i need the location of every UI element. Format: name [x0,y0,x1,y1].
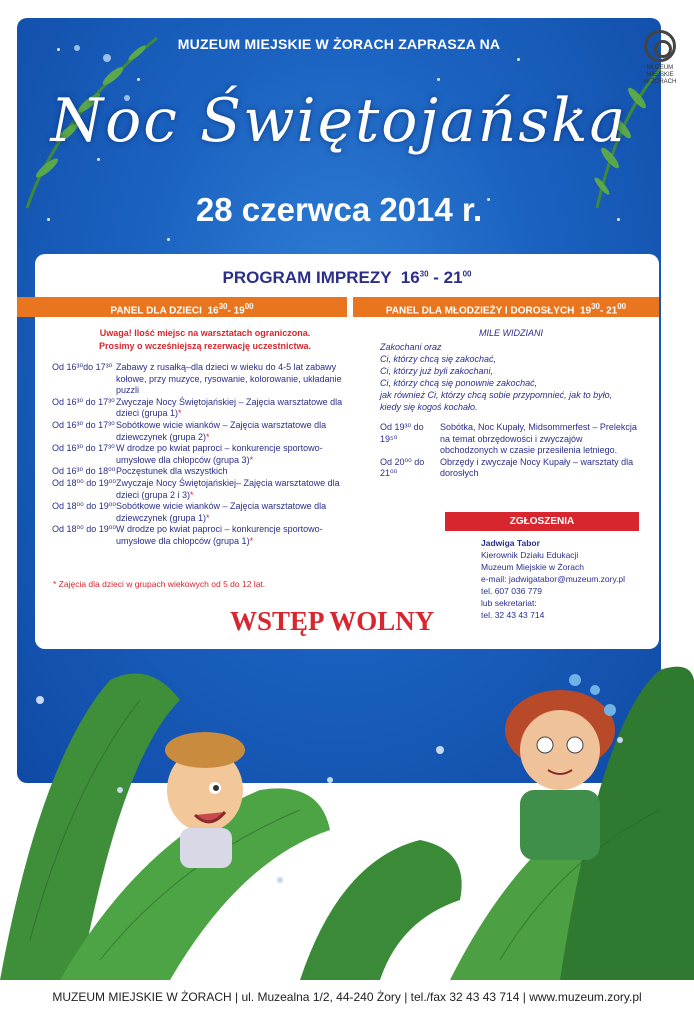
asterisk-mark: * [206,512,210,523]
museum-logo-icon [644,30,676,62]
schedule-row [52,478,357,501]
schedule-row [52,420,357,443]
adult-panel-bar [353,297,659,317]
contact-phone: tel. 607 036 779 [481,586,542,596]
contact-org: Muzeum Miejskie w Żorach [481,562,584,572]
adult-panel-label: PANEL DLA MŁODZIEŻY I DOROSŁYCH [385,305,575,317]
program-end-sup: 00 [462,269,472,279]
program-sep: - [428,268,444,287]
contact-alt: lub sekretariat: [481,598,537,608]
invite-line: MUZEUM MIEJSKIE W ŻORACH ZAPRASZA NA [177,36,501,52]
schedule-desc: Sobótka, Noc Kupały, Midsommerfest – Prelekcja na temat obrzędowości i zwyczajów obchodzonych w czasie przesilenia letniego. [440,422,637,456]
program-end: 21 [443,268,463,287]
schedule-time: Od 20⁰⁰ do 21⁰⁰ [380,456,425,479]
admission-free: WSTĘP WOLNY [230,606,435,636]
contact-name: Jadwiga Tabor [481,538,540,548]
schedule-time: Od 18⁰⁰ do 19⁰⁰ [52,524,116,535]
schedule-row [380,457,642,480]
schedule-desc: Zwyczaje Nocy Świętojańskiej – Zajęcia warsztatowe dla dzieci (grupa 1) [116,396,343,419]
schedule-time: Od 16³⁰ do 17³⁰ [52,419,115,430]
poem-line: jak również Ci, którzy chcą sobie przypomnieć, jak to było, [380,390,613,400]
event-title: Noc Świętojańska [50,86,628,156]
event-date: 28 czerwca 2014 r. [195,191,483,228]
schedule-row [52,397,357,420]
contact-info [481,537,625,621]
program-label: PROGRAM IMPREZY [222,268,392,287]
schedule-time: Od 19³⁰ do 19⁵⁰ [380,422,424,444]
adult-schedule [380,422,642,480]
adult-panel-time-end-sup: 00 [617,302,627,311]
schedule-time: Od 18⁰⁰ do 19⁰⁰ [52,477,116,488]
schedule-row [52,443,357,466]
schedule-desc: Sobótkowe wicie wianków – Zajęcia warsztatowe dla dziewczynek (grupa 1) [116,501,327,523]
kids-panel-time-end-sup: 00 [244,302,254,311]
asterisk-mark: * [178,408,182,419]
contact-alt-phone: tel. 32 43 43 714 [481,610,545,620]
schedule-time: Od 16³⁰ do 17³⁰ [52,443,115,454]
kids-panel-bar [17,297,347,317]
adult-column [380,327,642,480]
contact-email[interactable]: e-mail: jadwigatabor@muzeum.zory.pl [481,574,626,584]
program-heading [35,268,659,288]
schedule-row [52,466,357,478]
poem-line: Ci, którzy chcą się zakochać, [380,354,497,364]
kids-panel-label: PANEL DLA DZIECI [110,305,202,317]
logo-line-3: W ŻORACH [643,79,677,85]
footer-address: MUZEUM MIEJSKIE W ŻORACH | ul. Muzealna 1/2, 44-240 Żory | tel./fax 32 43 43 714 | www.muzeum.zory.pl [52,990,642,1004]
museum-logo [641,30,679,86]
schedule-row [52,501,357,524]
schedule-desc: Obrzędy i zwyczaje Nocy Kupały – warsztaty dla dorosłych [440,456,634,479]
logo-line-2: MIEJSKIE [646,72,674,78]
schedule-time: Od 16³⁰ do 18⁰⁰ [52,466,116,477]
program-panel [35,254,659,649]
schedule-time: Od 16³⁰do 17³⁰ [52,362,113,372]
adult-panel-time-sup: 30 [591,302,600,311]
poem [380,341,642,413]
poem-line: Zakochani oraz [380,342,442,352]
schedule-row [52,362,357,397]
age-note: * Zajęcia dla dzieci w grupach wiekowych od 5 do 12 lat. [53,579,266,589]
program-start: 16 [400,268,420,287]
poem-line: Ci, którzy chcą się ponownie zakochać, [380,378,538,388]
asterisk-mark: * [190,489,194,500]
kids-panel-time-sup: 30 [218,302,228,311]
schedule-row [52,524,357,547]
schedule-time: Od 16³⁰ do 17³⁰ [52,396,115,407]
schedule-desc: W drodze po kwiat paproci – konkurencje sportowo-umysłowe dla chłopców (grupa 3) [116,443,323,465]
asterisk-mark: * [206,431,210,442]
adult-panel-time: 19 [579,305,592,317]
schedule-desc: Zwyczaje Nocy Świętojańskiej– Zajęcia warsztatowe dla dzieci (grupa 2 i 3) [116,477,340,500]
warning-notice [55,327,355,353]
welcome-line: MILE WIDZIANI [478,328,543,338]
poem-line: kiedy się kogoś kochało. [380,402,478,412]
schedule-desc: Sobótkowe wicie wianków – Zajęcia warsztatowe dla dziewczynek (grupa 2) [116,419,327,442]
contact-role: Kierownik Działu Edukacji [481,550,579,560]
schedule-desc: W drodze po kwiat paproci – konkurencje sportowo-umysłowe dla chłopców (grupa 1) [116,524,323,546]
warning-line-2: Prosimy o wcześniejszą rezerwację uczestnictwa. [98,341,312,351]
logo-line-1: MUZEUM [646,65,674,71]
kids-panel-time: 16 [207,305,219,317]
program-start-sup: 30 [419,269,429,279]
schedule-desc: Poczęstunek dla wszystkich [116,466,228,477]
asterisk-mark: * [249,454,254,465]
registration-bar: ZGŁOSZENIA [445,512,639,531]
kids-schedule [52,362,357,548]
adult-panel-time-end: - 21 [599,305,618,317]
schedule-time: Od 18⁰⁰ do 19⁰⁰ [52,501,116,512]
asterisk-mark: * [249,535,254,546]
poem-line: Ci, którzy już byli zakochani, [380,366,494,376]
kids-panel-time-end: - 19 [227,305,245,317]
warning-line-1: Uwaga! Ilość miejsc na warsztatach ograniczona. [99,328,311,338]
schedule-desc: Zabawy z rusałką–dla dzieci w wieku do 4-5 lat zabawy kołowe, przy muzyce, rysowanie, kolorowanie, układanie puzzli [116,362,342,396]
illustration-ferns-children [0,640,694,980]
schedule-row [380,422,642,457]
